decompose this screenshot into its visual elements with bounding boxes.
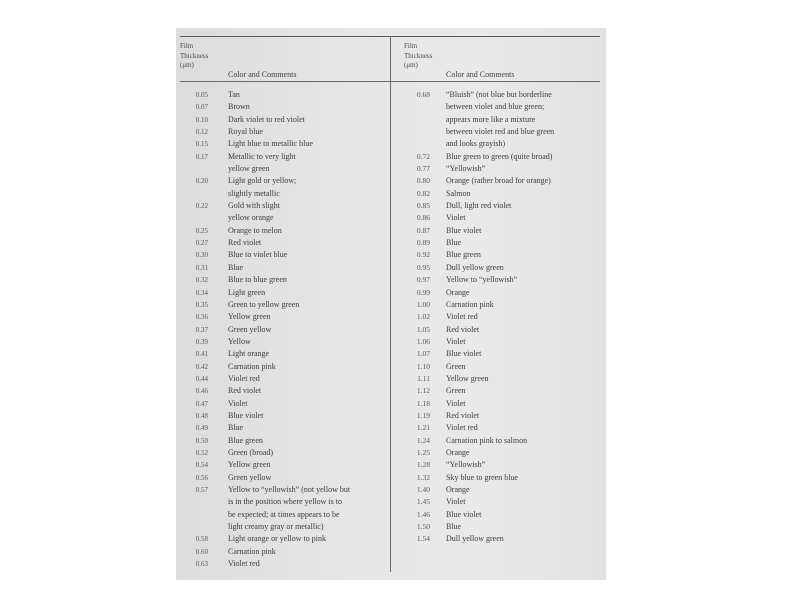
- table-row: [394, 101, 600, 113]
- color-header: Color and Comments: [228, 70, 297, 79]
- table-row: [394, 398, 600, 410]
- table-row: [180, 138, 388, 150]
- thickness-value: [180, 509, 208, 521]
- color-comment: Light gold or yellow;: [228, 176, 297, 186]
- thickness-value: 1.18: [416, 398, 430, 408]
- table-row: [180, 558, 388, 570]
- table-row: [394, 163, 600, 175]
- film-thickness-color-table: [180, 36, 600, 572]
- thickness-value: 0.27: [195, 239, 208, 248]
- thickness-value: 0.72: [416, 151, 430, 161]
- table-row: [394, 299, 600, 311]
- table-row: [180, 546, 388, 558]
- thickness-value: 1.10: [416, 361, 430, 371]
- thickness-value: 0.82: [416, 188, 430, 198]
- color-comment: Green yellow: [228, 472, 272, 482]
- thickness-value: 1.46: [416, 509, 430, 519]
- color-comment: Blue: [446, 238, 462, 248]
- table-row: [180, 200, 388, 212]
- table-row: [394, 175, 600, 187]
- color-comment: Light blue to metallic blue: [228, 139, 313, 149]
- color-comment: Orange: [446, 485, 470, 494]
- thickness-value: 1.06: [416, 336, 430, 346]
- thickness-value: 0.47: [195, 399, 208, 408]
- color-comment: “Yellowish”: [446, 164, 486, 174]
- thickness-value: 0.35: [195, 300, 208, 309]
- color-comment: Violet red: [228, 559, 260, 569]
- table-row: [180, 151, 388, 163]
- table-row: [180, 114, 388, 126]
- thickness-value: [180, 521, 208, 533]
- table-row: [394, 138, 600, 150]
- color-comment: Green yellow: [228, 324, 272, 334]
- color-comment: Red violet: [228, 238, 262, 248]
- color-comment: Red violet: [446, 324, 480, 334]
- color-comment: Gold with slight: [228, 201, 281, 211]
- color-comment: Green: [446, 361, 466, 371]
- table-row: [394, 509, 600, 521]
- color-comment: yellow green: [228, 164, 270, 174]
- color-comment: “Yellowish”: [446, 460, 486, 470]
- color-comment: Brown: [228, 102, 250, 112]
- color-comment: light creamy gray or metallic): [228, 522, 324, 532]
- thickness-value: 0.34: [195, 288, 208, 297]
- color-comment: Green: [446, 386, 466, 396]
- table-row: [394, 336, 600, 348]
- scanned-page: [176, 28, 606, 580]
- thickness-value: 0.50: [195, 436, 208, 445]
- thickness-value: 0.68: [416, 90, 430, 99]
- thickness-value: 0.42: [195, 362, 208, 371]
- color-comment: Yellow green: [228, 460, 271, 470]
- color-comment: appears more like a mixture: [446, 114, 536, 124]
- color-comment: Blue violet: [446, 349, 482, 359]
- color-comment: Red violet: [446, 410, 480, 420]
- thickness-value: 0.25: [195, 226, 208, 235]
- table-row: [394, 410, 600, 422]
- thickness-value: 0.95: [416, 262, 430, 272]
- color-comment: between violet and blue green;: [446, 102, 545, 112]
- thickness-value: 0.05: [195, 91, 208, 99]
- color-comment: Blue violet: [446, 225, 482, 235]
- color-comment: Blue violet: [446, 509, 482, 519]
- table-row: [180, 212, 388, 224]
- table-row: [180, 398, 388, 410]
- thickness-value: 1.25: [416, 447, 430, 457]
- table-row: [394, 373, 600, 385]
- table-row: [394, 435, 600, 447]
- color-comment: Violet: [446, 398, 466, 408]
- color-comment: Yellow: [228, 336, 251, 346]
- color-comment: Violet: [228, 398, 248, 408]
- thickness-value: [394, 138, 430, 150]
- column-divider: [390, 36, 391, 572]
- thickness-value: 0.52: [195, 448, 208, 457]
- color-comment: Violet: [446, 336, 466, 346]
- thickness-value: 0.58: [195, 535, 208, 544]
- thickness-value: 1.12: [416, 386, 430, 396]
- thickness-value: [394, 101, 430, 113]
- table-row: [394, 324, 600, 336]
- table-row: [394, 459, 600, 471]
- table-row: [394, 533, 600, 545]
- thickness-value: 1.45: [416, 497, 430, 507]
- table-row: [394, 188, 600, 200]
- color-comment: Violet red: [228, 373, 260, 383]
- color-comment: Red violet: [228, 386, 262, 396]
- table-row: [180, 484, 388, 496]
- thickness-value: 0.31: [195, 263, 208, 272]
- thickness-value: 0.10: [195, 115, 208, 124]
- table-row: [180, 435, 388, 447]
- table-row: [394, 361, 600, 373]
- thickness-value: 0.39: [195, 337, 208, 346]
- table-row: [180, 225, 388, 237]
- thickness-value: 0.56: [195, 473, 208, 482]
- thickness-header: Film Thickness (μm): [180, 42, 209, 69]
- table-row: [180, 373, 388, 385]
- color-header: Color and Comments: [446, 70, 515, 79]
- color-comment: Light green: [228, 287, 266, 297]
- color-comment: Dull yellow green: [446, 534, 504, 544]
- thickness-value: 1.05: [416, 324, 430, 334]
- thickness-value: 0.44: [195, 374, 208, 383]
- thickness-value: 0.49: [195, 424, 208, 433]
- thickness-value: 0.22: [195, 202, 208, 211]
- thickness-value: 0.85: [416, 201, 430, 211]
- color-comment: Dull, light red violet: [446, 201, 512, 211]
- table-row: [180, 410, 388, 422]
- table-row: [180, 533, 388, 545]
- color-comment: “Bluish” (not blue but borderline: [446, 90, 552, 99]
- thickness-value: 0.48: [195, 411, 208, 420]
- table-row: [394, 472, 600, 484]
- color-comment: Dull yellow green: [446, 262, 504, 272]
- color-comment: Carnation pink: [228, 546, 276, 556]
- color-comment: Violet: [446, 497, 466, 507]
- thickness-header: Film Thickness (μm): [404, 42, 433, 69]
- color-comment: Blue violet: [228, 410, 264, 420]
- thickness-value: 0.07: [195, 103, 208, 112]
- table-row: [394, 237, 600, 249]
- table-row: [180, 175, 388, 187]
- color-comment: Sky blue to green blue: [446, 472, 518, 482]
- thickness-value: [180, 163, 208, 175]
- table-row: [180, 348, 388, 360]
- table-row: [394, 89, 600, 101]
- color-comment: Light orange: [228, 349, 270, 359]
- thickness-value: 0.57: [195, 486, 208, 494]
- thickness-value: [180, 212, 208, 224]
- table-row: [394, 521, 600, 533]
- color-comment: Violet red: [446, 423, 478, 433]
- color-comment: Violet red: [446, 312, 478, 322]
- color-comment: Yellow green: [446, 373, 489, 383]
- thickness-value: 0.15: [195, 140, 208, 149]
- thickness-value: 0.36: [195, 313, 208, 322]
- thickness-value: 1.54: [416, 534, 430, 544]
- color-comment: slightly metallic: [228, 188, 280, 198]
- table-row: [394, 200, 600, 212]
- table-row: [394, 311, 600, 323]
- thickness-value: 0.12: [195, 128, 208, 137]
- thickness-value: 0.41: [195, 350, 208, 359]
- color-comment: Blue: [228, 262, 244, 272]
- color-comment: Blue to blue green: [228, 275, 287, 285]
- thickness-value: 1.24: [416, 435, 430, 445]
- thickness-value: 0.32: [195, 276, 208, 285]
- thickness-value: 1.11: [417, 373, 430, 383]
- thickness-value: 1.00: [416, 299, 430, 309]
- thickness-value: 0.30: [195, 251, 208, 260]
- table-row: [394, 212, 600, 224]
- color-comment: and looks grayish): [446, 139, 506, 149]
- thickness-value: 0.87: [416, 225, 430, 235]
- table-row: [180, 472, 388, 484]
- thickness-value: 0.20: [195, 177, 208, 186]
- thickness-value: [394, 126, 430, 138]
- color-comment: Carnation pink: [446, 299, 494, 309]
- table-row: [180, 311, 388, 323]
- color-comment: Orange: [446, 447, 470, 457]
- color-comment: Light orange or yellow to pink: [228, 534, 326, 544]
- table-row: [180, 188, 388, 200]
- table-row: [394, 249, 600, 261]
- color-comment: be expected; at times appears to be: [228, 509, 340, 519]
- table-row: [394, 114, 600, 126]
- thickness-value: 0.77: [416, 164, 430, 174]
- color-comment: Orange (rather broad for orange): [446, 176, 551, 186]
- color-comment: between violet red and blue green: [446, 127, 555, 137]
- table-row: [394, 348, 600, 360]
- thickness-value: 0.99: [416, 287, 430, 297]
- table-row: [394, 422, 600, 434]
- thickness-value: [394, 114, 430, 126]
- thickness-value: 0.86: [416, 213, 430, 223]
- thickness-value: 1.32: [416, 472, 430, 482]
- color-comment: Salmon: [446, 188, 471, 198]
- table-row: [180, 459, 388, 471]
- table-row: [180, 447, 388, 459]
- thickness-value: 0.60: [195, 547, 208, 556]
- thickness-value: 0.46: [195, 387, 208, 396]
- color-comment: Blue: [446, 522, 462, 532]
- color-comment: Blue: [228, 423, 244, 433]
- thickness-value: 1.21: [416, 423, 430, 433]
- color-comment: Violet: [446, 213, 466, 223]
- color-comment: Blue green: [228, 435, 263, 445]
- color-comment: Yellow green: [228, 312, 271, 322]
- table-row: [180, 422, 388, 434]
- color-comment: Metallic to very light: [228, 151, 296, 161]
- table-row: [180, 385, 388, 397]
- thickness-value: 0.92: [416, 250, 430, 260]
- table-row: [180, 509, 388, 521]
- thickness-value: 0.63: [195, 560, 208, 569]
- thickness-value: 0.54: [195, 461, 208, 470]
- table-row: [394, 287, 600, 299]
- color-comment: Yellow to “yellowish” (not yellow but: [228, 485, 351, 494]
- thickness-value: 0.80: [416, 176, 430, 186]
- color-comment: Blue to violet blue: [228, 250, 288, 260]
- color-comment: Yellow to “yellowish”: [446, 275, 518, 285]
- color-comment: Green (broad): [228, 447, 274, 457]
- color-comment: yellow orange: [228, 213, 274, 223]
- table-row: [394, 484, 600, 496]
- table-row: [394, 126, 600, 138]
- color-comment: Blue green to green (quite broad): [446, 151, 553, 161]
- table-row: [180, 237, 388, 249]
- right-rows: [394, 89, 600, 546]
- table-row: [180, 287, 388, 299]
- table-row: [180, 324, 388, 336]
- table-row: [180, 336, 388, 348]
- table-row: [180, 521, 388, 533]
- table-row: [180, 163, 388, 175]
- table-row: [394, 262, 600, 274]
- table-row: [394, 496, 600, 508]
- thickness-value: 0.37: [195, 325, 208, 334]
- table-row: [180, 126, 388, 138]
- color-comment: Tan: [228, 90, 240, 99]
- color-comment: Carnation pink to salmon: [446, 435, 528, 445]
- color-comment: Orange: [446, 287, 470, 297]
- table-row: [180, 274, 388, 286]
- thickness-value: 0.97: [416, 275, 430, 285]
- color-comment: Carnation pink: [228, 361, 276, 371]
- table-row: [180, 249, 388, 261]
- left-rows: [180, 89, 388, 570]
- table-row: [180, 361, 388, 373]
- table-row: [394, 385, 600, 397]
- table-row: [180, 299, 388, 311]
- table-row: [394, 225, 600, 237]
- table-row: [394, 447, 600, 459]
- table-row: [394, 274, 600, 286]
- thickness-value: 0.17: [195, 152, 208, 161]
- color-comment: Blue green: [446, 250, 481, 260]
- color-comment: Royal blue: [228, 127, 263, 137]
- table-row: [394, 151, 600, 163]
- thickness-value: [180, 496, 208, 508]
- thickness-value: 1.50: [416, 522, 430, 532]
- table-row: [180, 496, 388, 508]
- table-row: [180, 89, 388, 101]
- thickness-value: 0.89: [416, 238, 430, 248]
- color-comment: Orange to melon: [228, 225, 282, 235]
- table-row: [180, 101, 388, 113]
- thickness-value: [180, 188, 208, 200]
- thickness-value: 1.28: [416, 460, 430, 470]
- thickness-value: 1.19: [416, 410, 430, 420]
- thickness-value: 1.40: [416, 485, 430, 494]
- color-comment: Dark violet to red violet: [228, 114, 305, 124]
- table-row: [180, 262, 388, 274]
- thickness-value: 1.07: [416, 349, 430, 359]
- thickness-value: 1.02: [416, 312, 430, 322]
- color-comment: is in the position where yellow is to: [228, 497, 342, 507]
- color-comment: Green to yellow green: [228, 299, 300, 309]
